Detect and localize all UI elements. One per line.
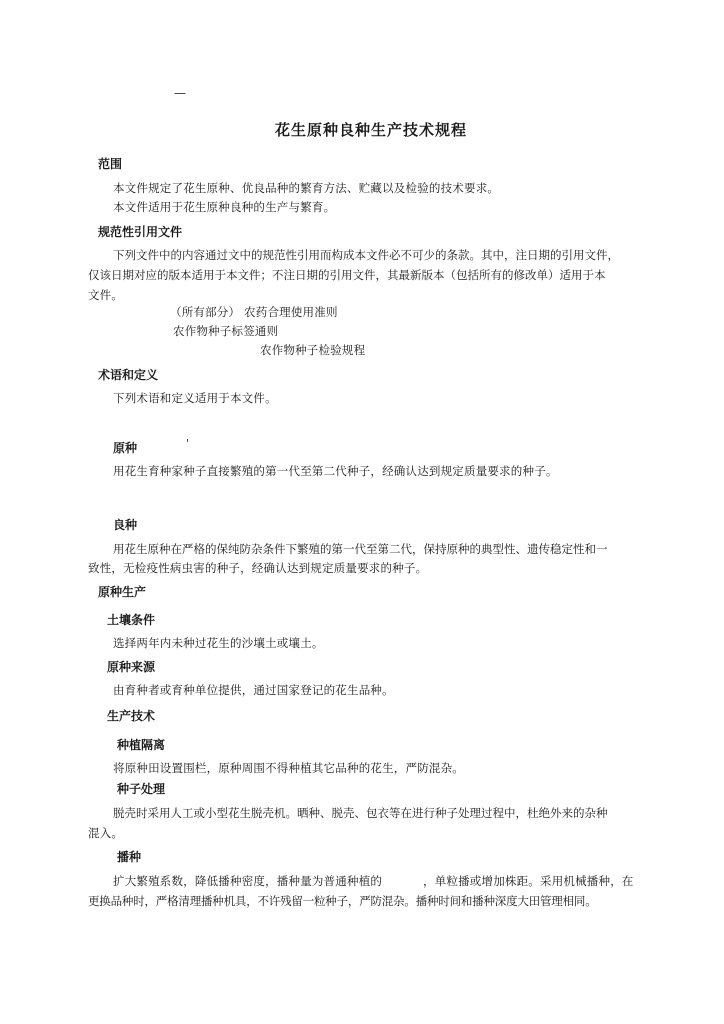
section-heading-scope: 范围: [98, 157, 123, 171]
subsection-heading-soil: 土壤条件: [107, 613, 156, 627]
term-name-original-seed: 原种: [113, 441, 138, 455]
sowing-line-2: 更换品种时，严格清理播种机具，不许残留一粒种子，严防混杂。播种时间和播种深度大田管理相同。: [88, 894, 597, 908]
term-name-improved-seed: 良种: [113, 518, 138, 532]
subsection-heading-technique: 生产技术: [107, 709, 156, 723]
subsection-heading-source: 原种来源: [107, 660, 156, 674]
reference-item: 农作物种子标签通则: [173, 324, 279, 338]
sowing-line-1-part-a: 扩大繁殖系数，降低播种密度，播种量为普通种植的: [113, 874, 383, 888]
header-dash: —: [174, 86, 186, 100]
reference-item: 农作物种子检验规程: [260, 343, 366, 357]
scope-paragraph-1: 本文件规定了花生原种、优良品种的繁育方法、贮藏以及检验的技术要求。: [113, 181, 500, 195]
terms-intro: 下列术语和定义适用于本文件。: [113, 391, 277, 405]
normative-paragraph-line-1: 下列文件中的内容通过文中的规范性引用而构成本文件必不可少的条款。其中，注日期的引用文件，: [113, 248, 619, 262]
document-title: 花生原种良种生产技术规程: [274, 121, 467, 139]
seed-treatment-line-1: 脱壳时采用人工或小型花生脱壳机。晒种、脱壳、包衣等在进行种子处理过程中，杜绝外来的杂种: [113, 806, 608, 820]
term-definition-original-seed: 用花生育种家种子直接繁殖的第一代至第二代种子，经确认达到规定质量要求的种子。: [113, 464, 558, 478]
subsection-heading-seed-treatment: 种子处理: [117, 782, 166, 796]
source-text: 由育种者或育种单位提供，通过国家登记的花生品种。: [113, 683, 394, 697]
normative-paragraph-line-2: 仅该日期对应的版本适用于本文件；不注日期的引用文件，其最新版本（包括所有的修改单）适用于本: [88, 268, 606, 282]
reference-item: （所有部分） 农药合理使用准则: [170, 305, 338, 319]
section-heading-terms: 术语和定义: [98, 368, 159, 382]
normative-paragraph-line-3: 文件。: [88, 288, 124, 302]
subsection-heading-isolation: 种植隔离: [117, 738, 166, 752]
sowing-line-1-part-b: ，单粒播或增加株距。采用机械播种，在: [423, 874, 634, 888]
isolation-text: 将原种田设置围栏，原种周围不得种植其它品种的花生，严防混杂。: [113, 761, 464, 775]
term-definition-improved-seed-line-2: 致性，无检疫性病虫害的种子，经确认达到规定质量要求的种子。: [88, 561, 428, 575]
seed-treatment-line-2: 混入。: [88, 826, 124, 840]
section-heading-normative-references: 规范性引用文件: [98, 225, 183, 239]
scope-paragraph-2: 本文件适用于花生原种良种的生产与繁育。: [113, 200, 336, 214]
term-definition-improved-seed-line-1: 用花生原种在严格的保纯防杂条件下繁殖的第一代至第二代，保持原种的典型性、遗传稳定性和一: [113, 542, 608, 556]
section-heading-production: 原种生产: [98, 585, 147, 599]
term-mark: ': [186, 437, 190, 450]
subsection-heading-sowing: 播种: [117, 850, 142, 864]
soil-text: 选择两年内未种过花生的沙壤土或壤土。: [113, 636, 324, 650]
